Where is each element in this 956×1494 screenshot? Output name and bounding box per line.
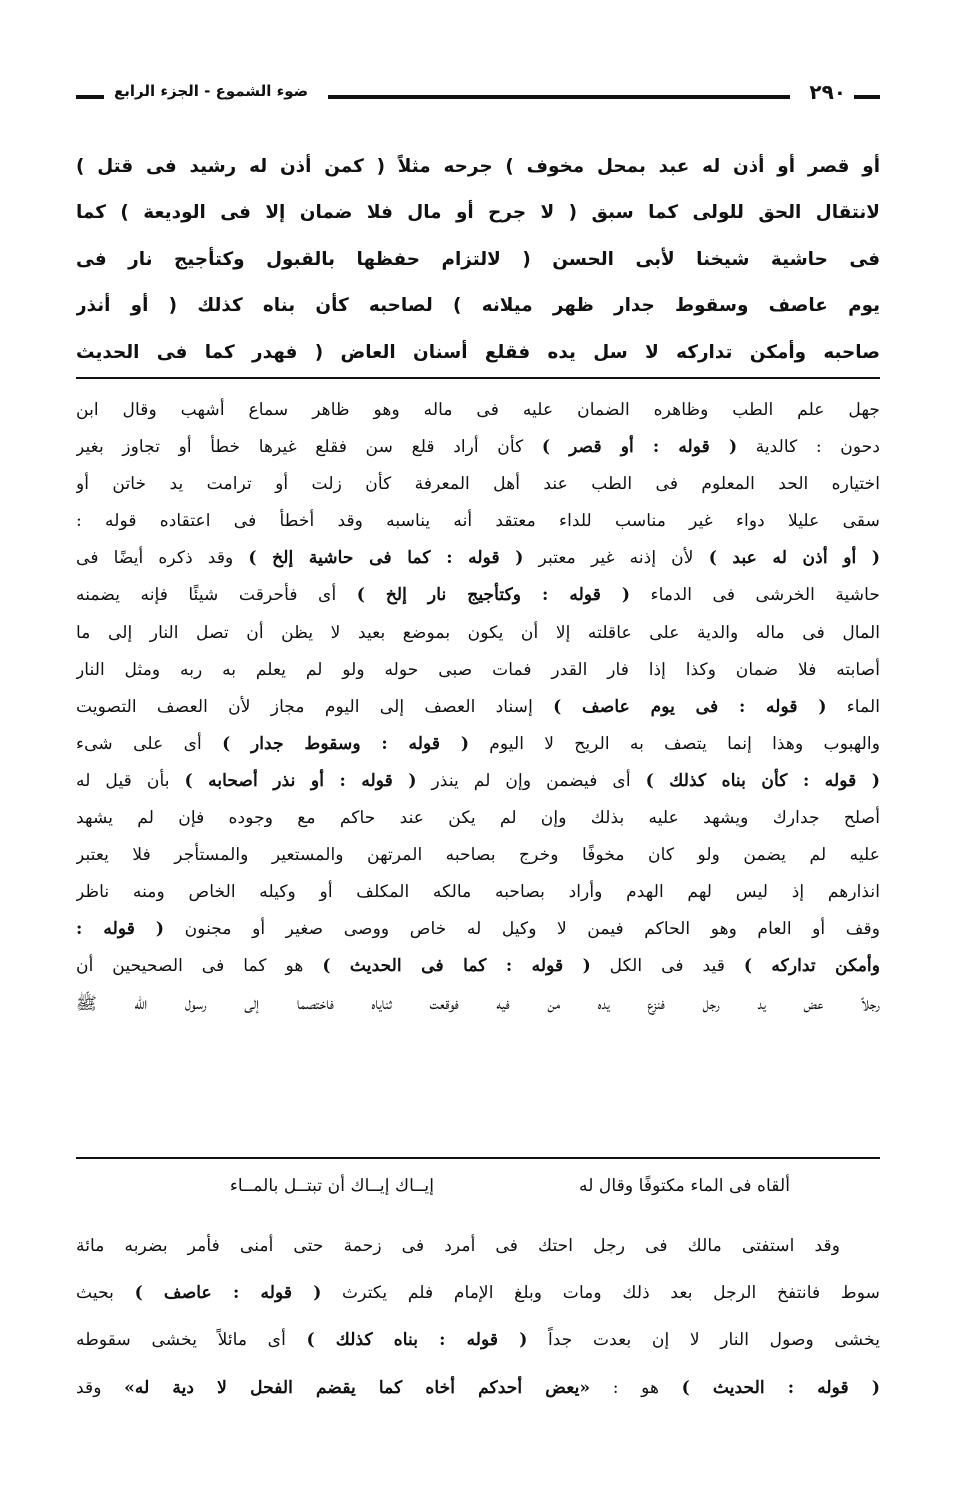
quote-marker: وأمكن تداركه ) bbox=[743, 956, 880, 977]
commentary-text: حاشية الخرشى فى الدماء bbox=[630, 585, 880, 606]
commentary-text: أى على شىء bbox=[76, 733, 223, 754]
commentary bbox=[76, 392, 880, 1023]
commentary-text: بحيث bbox=[76, 1283, 135, 1304]
main-line: لانتقال الحق للولى كما سبق ( لا جرح أو مال فلا ضمان إلا فى الوديعة ) كما bbox=[76, 202, 880, 224]
commentary-line bbox=[76, 1365, 880, 1412]
header-rule-left bbox=[76, 95, 104, 99]
quote-marker: ( قوله : أو نذر أصحابه ) bbox=[184, 770, 417, 791]
commentary-text: رجلاً عض يد رجل فنزع يده من فيه فوقعت ثناياه فاختصما إلى رسول الله ﷺ bbox=[76, 993, 880, 1014]
commentary-line bbox=[76, 948, 880, 985]
commentary-text: يخشى وصول النار لا إن بعدت جداً bbox=[527, 1330, 880, 1351]
header-rule bbox=[328, 95, 790, 99]
commentary-text: قيد فى الكل bbox=[590, 956, 744, 977]
commentary-text: أصابته فلا ضمان وكذا إذا فار القدر فمات صبى حوله ولو لم يعلم به ربه ومثل النار bbox=[76, 659, 880, 680]
commentary-line bbox=[76, 911, 880, 948]
commentary-line bbox=[76, 615, 880, 652]
commentary-text: أى مائلاً يخشى سقوطه bbox=[76, 1330, 307, 1351]
commentary-line bbox=[76, 577, 880, 614]
commentary-line bbox=[76, 392, 880, 429]
commentary-text: بأن قيل له bbox=[76, 770, 185, 791]
commentary-line bbox=[76, 874, 880, 911]
poetry-verse bbox=[76, 1168, 880, 1204]
commentary-text: المال فى ماله والدية على عاقلته إلا أن يكون بموضع بعيد لا يظن أن تصل النار إلى ما bbox=[76, 622, 880, 643]
commentary-text: انذارهم إذ ليس لهم الهدم وأراد بصاحبه مالكه المكلف أو وكيله الخاص ومنه ناظر bbox=[76, 882, 880, 903]
commentary-text: اختياره الحد المعلوم فى الطب عند أهل المعرفة كأن زلت أو ترامت يد خاتن أو bbox=[76, 474, 880, 495]
verse-hemistich-second: إيــاك إيــاك أن تبتــل بالمــاء bbox=[229, 1176, 434, 1196]
commentary-line bbox=[76, 466, 880, 503]
commentary-text: عليه لم يضمن ولو كان مخوفًا وخرج بصاحبه المرتهن والمستعير والمستأجر فلا يعتبر bbox=[76, 845, 880, 866]
header-rule-right bbox=[854, 95, 880, 99]
commentary-line bbox=[76, 689, 880, 726]
text-divider bbox=[76, 377, 880, 379]
book-page bbox=[76, 78, 880, 1468]
commentary-line bbox=[76, 1270, 880, 1317]
commentary-text: أى فأحرقت شيئًا فإنه يضمنه bbox=[76, 585, 357, 606]
quote-marker: ( قوله : بناه كذلك ) bbox=[306, 1330, 528, 1351]
main-line: يوم عاصف وسقوط جدار ظهر ميلانه ) لصاحبه كأن بناه كذلك ( أو أنذر bbox=[76, 295, 880, 317]
commentary-text: هو كما فى الصحيحين أن bbox=[76, 956, 323, 977]
quote-marker: ( قوله : كما فى حاشية إلخ ) bbox=[248, 548, 524, 569]
commentary-line bbox=[76, 1317, 880, 1364]
commentary-text: لأن إذنه غير معتبر bbox=[523, 548, 709, 569]
commentary-continued bbox=[76, 1223, 880, 1412]
main-line: فى حاشية شيخنا لأبى الحسن ( لالتزام حفظها بالقبول وكتأجيج نار فى bbox=[76, 248, 880, 270]
commentary-line bbox=[76, 837, 880, 874]
quote-marker: ( قوله : الحديث ) bbox=[681, 1377, 880, 1398]
verse-divider bbox=[76, 1157, 880, 1159]
commentary-text: سقى عليلا دواء غير مناسب للداء معتقد أنه يناسبه وقد أخطأ فى اعتقاده قوله : bbox=[76, 511, 880, 532]
hadith-quote: «يعض أحدكم أخاه كما يقضم الفحل لا دية له» bbox=[124, 1377, 591, 1398]
commentary-text: أى فيضمن وإن لم ينذر bbox=[416, 770, 646, 791]
commentary-line bbox=[76, 652, 880, 689]
commentary-text: أصلح جدارك ويشهد عليه بذلك وإن لم يكن عند حاكم مع وجوده فإن لم يشهد bbox=[76, 808, 880, 829]
verse-hemistich-first: ألقاه فى الماء مكتوفًا وقال له bbox=[579, 1176, 790, 1196]
commentary-text: وقد bbox=[76, 1377, 125, 1398]
commentary-line bbox=[76, 726, 880, 763]
book-title: ضوء الشموع - الجزء الرابع bbox=[114, 82, 309, 100]
main-line: أو قصر أو أذن له عبد بمحل مخوف ) جرحه مثلاً ( كمن أذن له رشيد فى قتل ) bbox=[76, 156, 880, 177]
quote-marker: ( قوله : فى يوم عاصف ) bbox=[553, 696, 827, 717]
commentary-text: وقف أو العام وهو الحاكم فيمن لا وكيل له خاص ووصى صغير أو مجنون bbox=[164, 919, 880, 940]
commentary-line bbox=[76, 800, 880, 837]
quote-marker: ( قوله : bbox=[76, 919, 165, 940]
main-line: صاحبه وأمكن تداركه لا سل يده فقلع أسنان العاض ( فهدر كما فى الحديث bbox=[76, 341, 880, 363]
commentary-text: والهبوب وهذا إنما يتصف به الريح لا اليوم bbox=[469, 733, 880, 754]
commentary-line bbox=[76, 503, 880, 540]
page-header bbox=[76, 78, 880, 118]
commentary-text: هو : bbox=[590, 1377, 682, 1398]
main-text bbox=[76, 144, 880, 376]
quote-marker: ( قوله : كأن بناه كذلك ) bbox=[645, 770, 880, 791]
commentary-text: سوط فانتفخ الرجل بعد ذلك ومات وبلغ الإمام فلم يكترث bbox=[321, 1283, 880, 1304]
commentary-line bbox=[76, 986, 880, 1023]
commentary-line bbox=[76, 540, 880, 577]
commentary-text: إسناد العصف إلى اليوم مجاز لأن العصف التصويت bbox=[76, 696, 554, 717]
quote-marker: ( أو أذن له عبد ) bbox=[708, 548, 880, 569]
quote-marker: ( قوله : وسقوط جدار ) bbox=[222, 733, 470, 754]
commentary-text: دحون : كالدية bbox=[737, 437, 880, 458]
commentary-text: كأن أراد قلع سن فقلع غيرها خطأ أو تجاوز بغير bbox=[76, 437, 542, 458]
commentary-line bbox=[76, 1223, 880, 1270]
commentary-text: جهل علم الطب وظاهره الضمان عليه فى ماله وهو ظاهر سماع أشهب وقال ابن bbox=[76, 400, 880, 420]
commentary-text: الماء bbox=[826, 696, 880, 717]
commentary-line bbox=[76, 763, 880, 800]
commentary-line bbox=[76, 429, 880, 466]
quote-marker: ( قوله : أو قصر ) bbox=[541, 437, 738, 458]
quote-marker: ( قوله : كما فى الحديث ) bbox=[322, 956, 591, 977]
commentary-text: وقد ذكره أيضًا فى bbox=[76, 548, 249, 569]
quote-marker: ( قوله : عاصف ) bbox=[134, 1283, 322, 1304]
page-number: ٢٩٠ bbox=[809, 80, 846, 104]
quote-marker: ( قوله : وكتأجيج نار إلخ ) bbox=[356, 585, 631, 606]
commentary-text: وقد استفتى مالك فى رجل احتك فى أمرد فى زحمة حتى أمنى فأمر بضربه مائة bbox=[76, 1236, 840, 1256]
